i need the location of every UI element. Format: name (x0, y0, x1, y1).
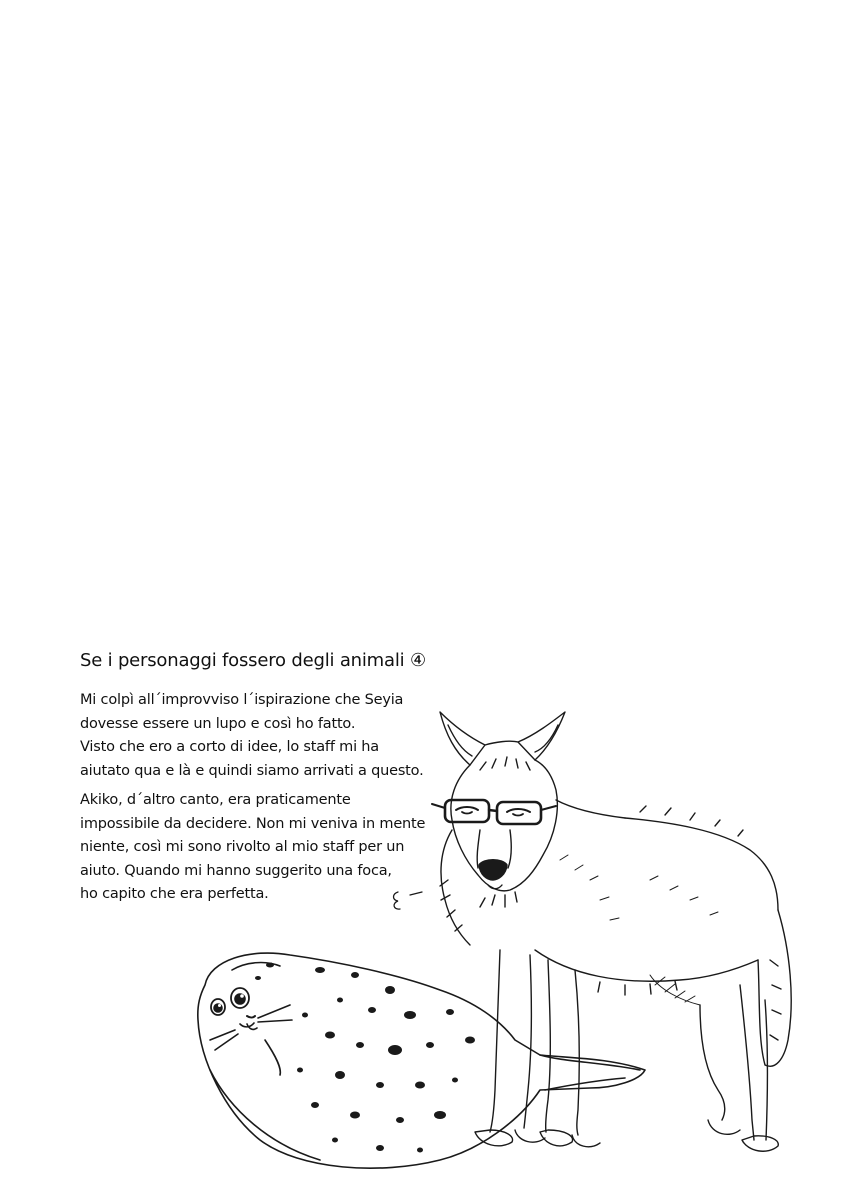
paragraph-line: aiutato qua e là e quindi siamo arrivati a questo. (80, 762, 424, 779)
paragraph-akiko (80, 789, 440, 907)
paragraph-line: impossibile da decidere. Non mi veniva in mente (80, 815, 426, 832)
paragraph-line: aiuto. Quando mi hanno suggerito una foca, (80, 862, 392, 879)
wolf-illustration (432, 712, 791, 1151)
paragraph-seyia (80, 689, 440, 783)
paragraph-line: Akiko, d´altro canto, era praticamente (80, 792, 351, 808)
paragraph-line: Mi colpì all´improvviso l´ispirazione che Seyia (80, 692, 404, 708)
seal-illustration (198, 953, 645, 1168)
paragraph-line: dovesse essere un lupo e così ho fatto. (80, 715, 356, 732)
paragraph-line: niente, così mi sono rivolto al mio staff per un (80, 839, 405, 855)
page-title: Se i personaggi fossero degli animali ④ (80, 650, 426, 671)
paragraph-line: Visto che ero a corto di idee, lo staff mi ha (80, 739, 379, 755)
paragraph-line: ho capito che era perfetta. (80, 886, 269, 902)
